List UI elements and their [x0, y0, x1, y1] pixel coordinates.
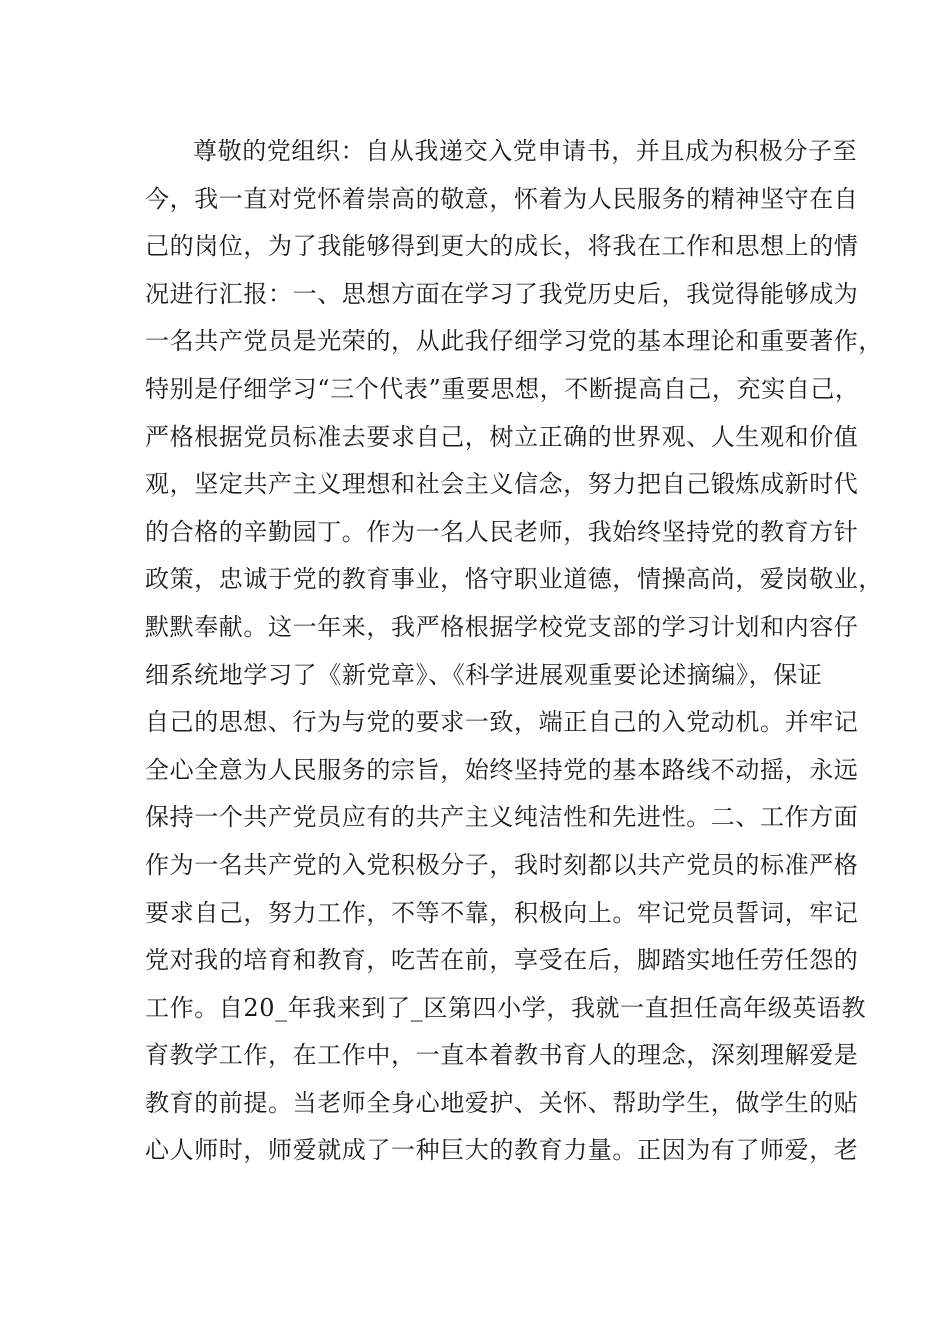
text-line: 况进行汇报：一、思想方面在学习了我党历史后，我觉得能够成为	[145, 279, 859, 308]
text-line: 育教学工作，在工作中，一直本着教书育人的理念，深刻理解爱是	[145, 1041, 859, 1070]
text-line: 特别是仔细学习“三个代表”重要思想，不断提高自己，充实自己，	[145, 374, 860, 403]
text-line: 全心全意为人民服务的宗旨，始终坚持党的基本路线不动摇，永远	[145, 755, 859, 784]
text-line: 保持一个共产党员应有的共产主义纯洁性和先进性。二、工作方面	[145, 803, 859, 832]
text-line: 教育的前提。当老师全身心地爱护、关怀、帮助学生，做学生的贴	[145, 1088, 859, 1117]
text-line: 党对我的培育和教育，吃苦在前，享受在后，脚踏实地任劳任怨的	[145, 946, 859, 975]
text-line: 作为一名共产党的入党积极分子，我时刻都以共产党员的标准严格	[145, 850, 859, 879]
text-line: 细系统地学习了《新党章》、《科学进展观重要论述摘编》，保证	[145, 660, 823, 689]
text-line: 政策，忠诚于党的教育事业，恪守职业道德，情操高尚，爱岗敬业，	[145, 565, 883, 594]
text-line: 严格根据党员标准去要求自己，树立正确的世界观、人生观和价值	[145, 422, 859, 451]
text-line: 尊敬的党组织：自从我递交入党申请书，并且成为积极分子至	[193, 137, 858, 165]
text-line: 默默奉献。这一年来，我严格根据学校党支部的学习计划和内容仔	[145, 612, 859, 641]
text-line: 要求自己，努力工作，不等不靠，积极向上。牢记党员誓词，牢记	[145, 898, 859, 927]
body-text	[145, 128, 883, 1175]
text-line: 己的岗位，为了我能够得到更大的成长，将我在工作和思想上的情	[145, 232, 859, 261]
text-line: 工作。自20_年我来到了_区第四小学，我就一直担任高年级英语教	[145, 993, 867, 1022]
text-line: 自己的思想、行为与党的要求一致，端正自己的入党动机。并牢记	[145, 708, 859, 737]
text-line: 的合格的辛勤园丁。作为一名人民老师，我始终坚持党的教育方针	[145, 517, 859, 546]
text-line: 一名共产党员是光荣的，从此我仔细学习党的基本理论和重要著作，	[145, 327, 883, 356]
text-line: 今，我一直对党怀着崇高的敬意，怀着为人民服务的精神坚守在自	[145, 184, 859, 213]
text-line: 心人师时，师爱就成了一种巨大的教育力量。正因为有了师爱，老	[145, 1136, 859, 1165]
text-line: 观，坚定共产主义理想和社会主义信念，努力把自己锻炼成新时代	[145, 470, 859, 499]
